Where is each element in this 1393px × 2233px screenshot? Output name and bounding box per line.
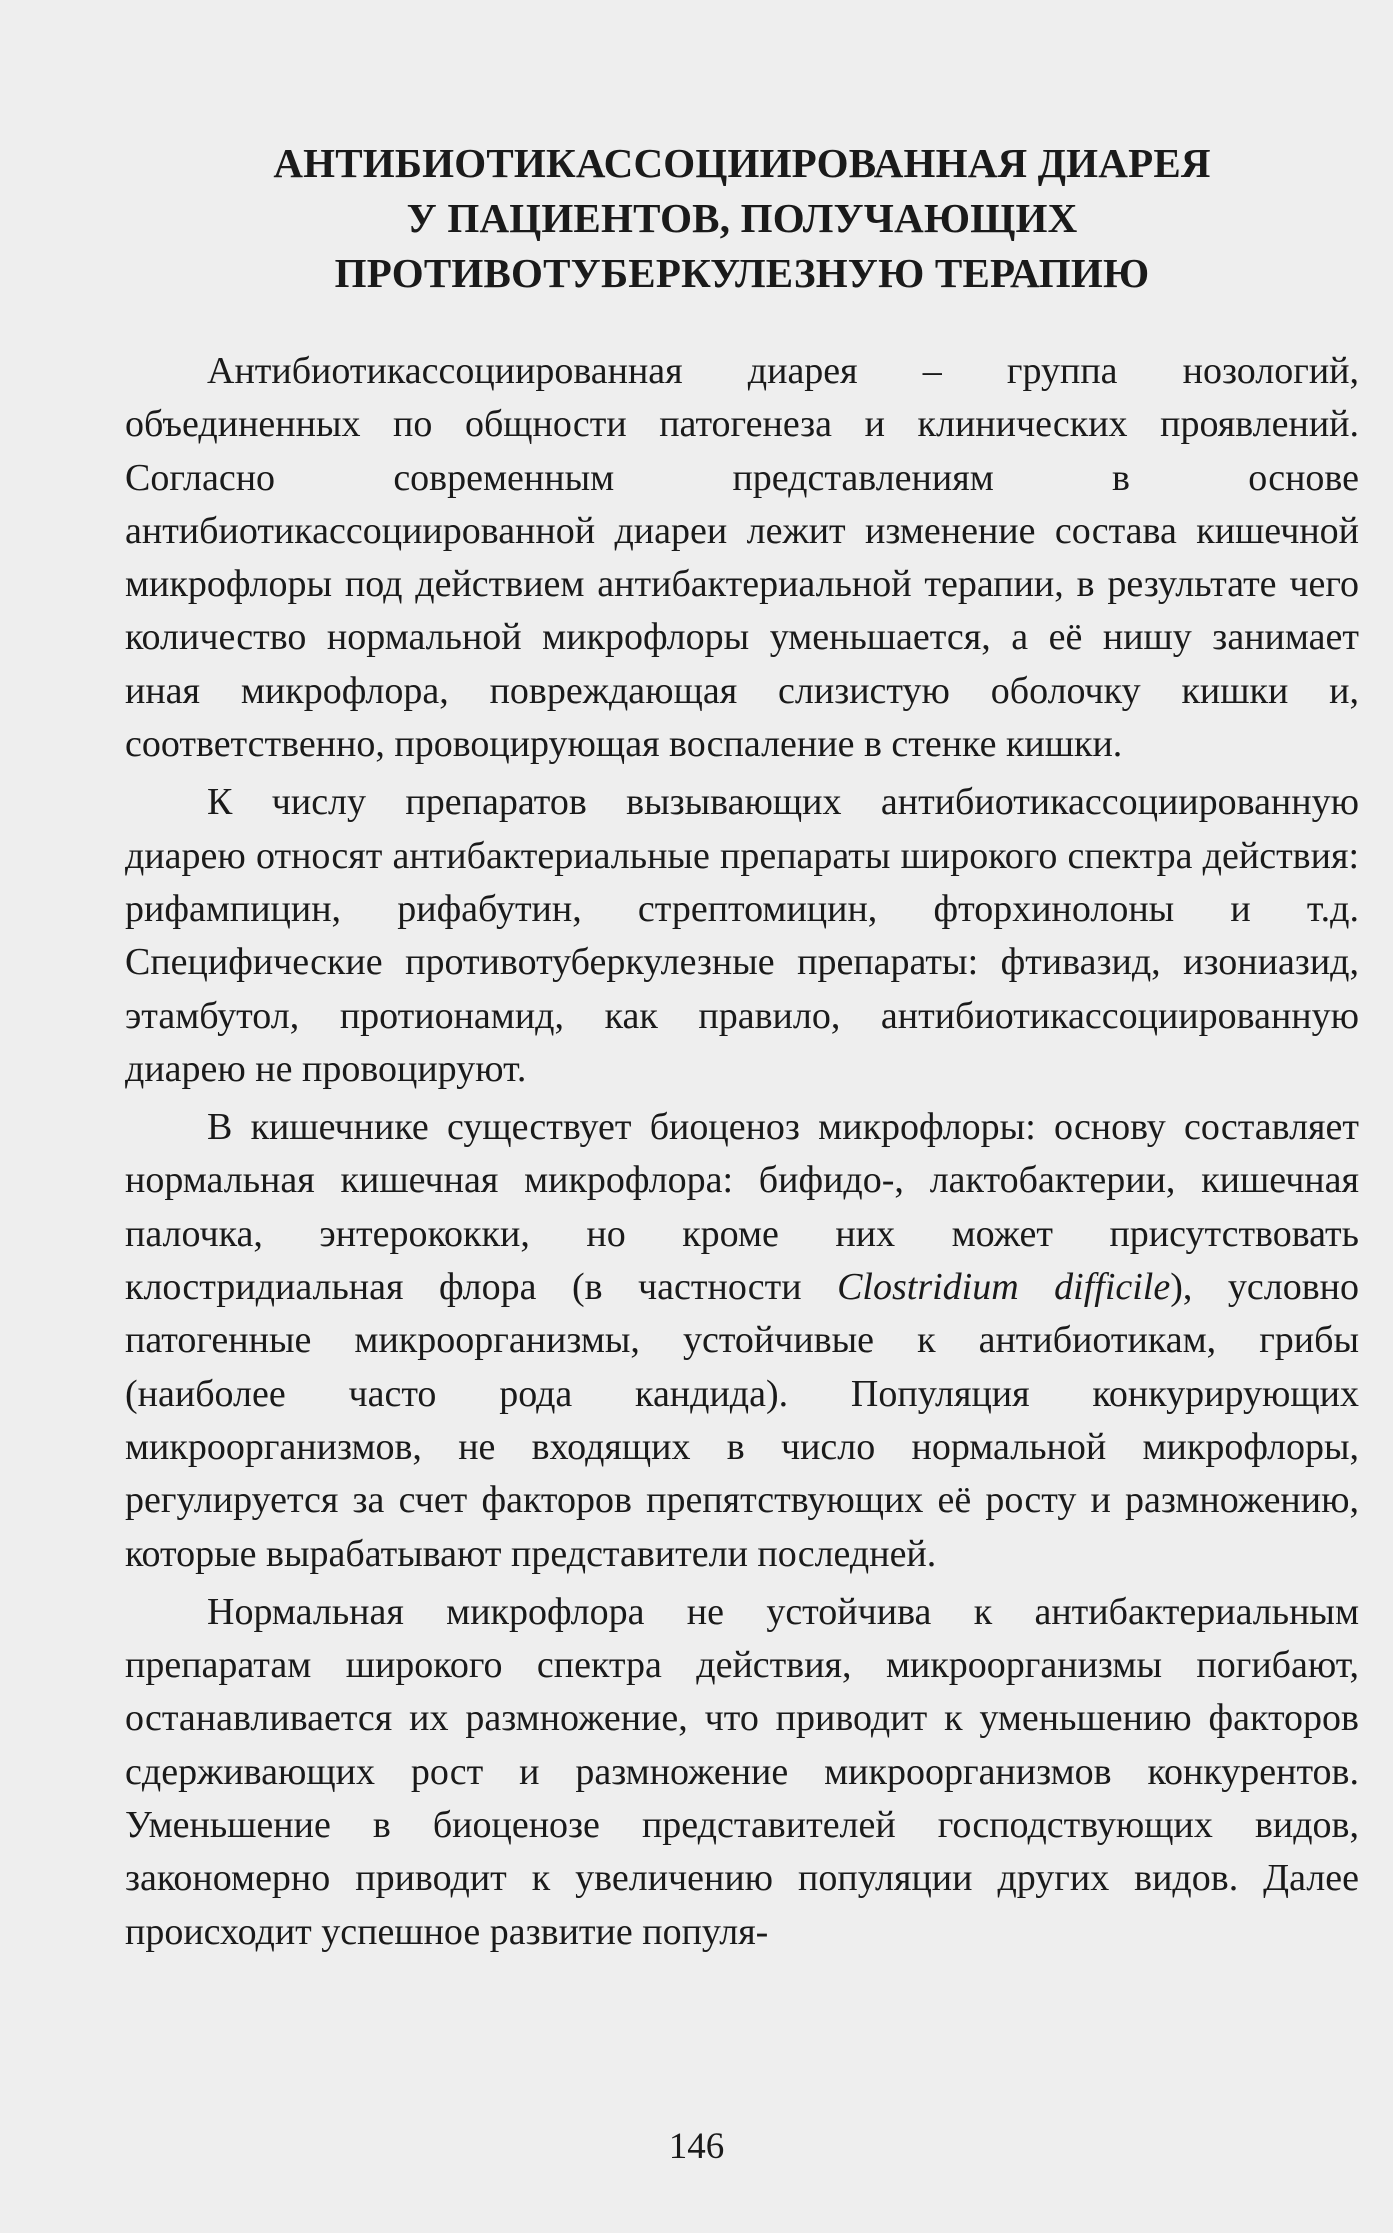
page-number: 146 (668, 2126, 725, 2167)
chapter-title-line-2: У ПАЦИЕНТОВ, ПОЛУЧАЮЩИХ (406, 195, 1078, 241)
chapter-title-line-1: АНТИБИОТИКАССОЦИИРОВАННАЯ ДИАРЕЯ (273, 140, 1211, 186)
body-text (125, 345, 1359, 1959)
paragraph-3-text-end: ), условно патогенные микроорганизмы, устойчивые к антибиотикам, грибы (наиболее часто рода кандида). Популяция конкурирующих микроорганизмов, не входящих в число нормальной микрофлоры, регулируется за счет факторов препятствующих её росту и размножению, которые вырабатывают представители последней. (125, 1266, 1359, 1575)
chapter-title-line-3: ПРОТИВОТУБЕРКУЛЕЗНУЮ ТЕРАПИЮ (334, 250, 1150, 296)
paragraph-4: Нормальная микрофлора не устойчива к антибактериальным препаратам широкого спектра действия, микроорганизмы погибают, останавливается их размножение, что приводит к уменьшению факторов сдерживающих рост и размножение микроорганизмов конкурентов. Уменьшение в биоценозе представителей господствующих видов, закономерно приводит к увеличению популяции других видов. Далее происходит успешное развитие популя- (125, 1590, 1359, 1953)
paragraph-3-text-start: В кишечнике существует биоценоз микрофлоры: основу составляет нормальная кишечная микрофлора: бифидо-, лактобактерии, кишечная палочка, энтерококки, но кроме них может присутствовать клостридиальная флора (в частности (125, 1106, 1359, 1309)
paragraph-3 (125, 1101, 1359, 1581)
species-name-italic: Clostridium difficile (837, 1266, 1171, 1309)
paragraph-2: К числу препаратов вызывающих антибиотикассоциированную диарею относят антибактериальные препараты широкого спектра действия: рифампицин, рифабутин, стрептомицин, фторхинолоны и т.д. Специфические противотуберкулезные препараты: фтивазид, изониазид, этамбутол, протионамид, как правило, антибиотикассоциированную диарею не провоцируют. (125, 781, 1359, 1090)
paragraph-1: Антибиотикассоциированная диарея – группа нозологий, объединенных по общности патогенеза и клинических проявлений. Согласно современным представлениям в основе антибиотикассоциированной диареи лежит изменение состава кишечной микрофлоры под действием антибактериальной терапии, в результате чего количество нормальной микрофлоры уменьшается, а её нишу занимает иная микрофлора, повреждающая слизистую оболочку кишки и, соответственно, провоцирующая воспаление в стенке кишки. (125, 350, 1359, 766)
chapter-title (125, 136, 1359, 301)
